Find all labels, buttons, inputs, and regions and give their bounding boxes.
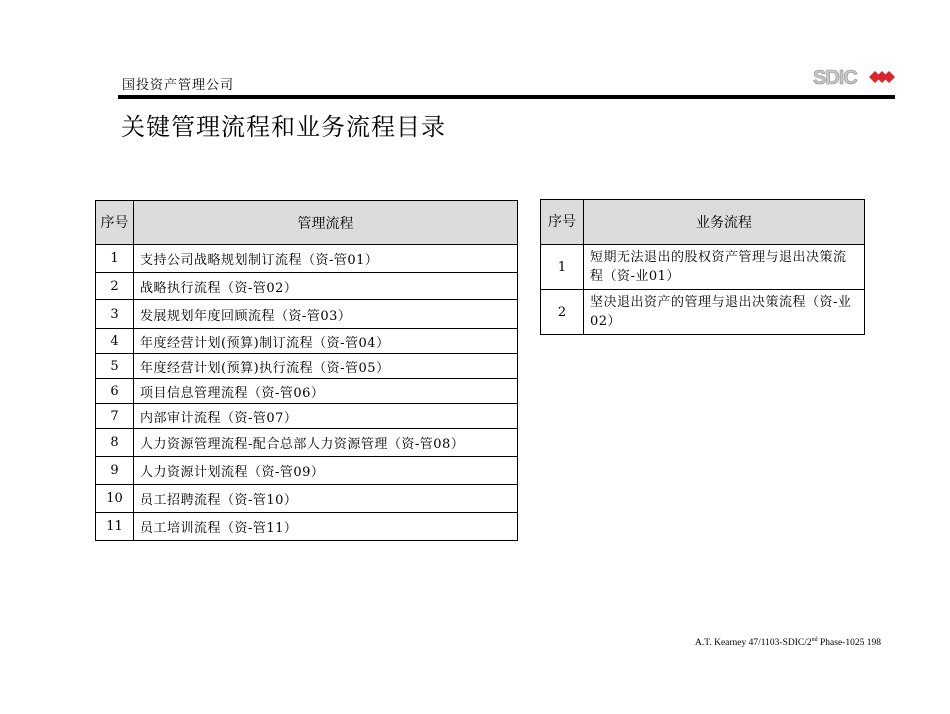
process-name: 人力资源管理流程-配合总部人力资源管理（资-管08） — [134, 429, 518, 457]
row-number: 2 — [96, 273, 134, 300]
row-number: 1 — [96, 245, 134, 273]
row-number: 1 — [541, 245, 584, 290]
column-header-process: 业务流程 — [584, 200, 865, 245]
row-number: 7 — [96, 404, 134, 429]
table-row — [96, 354, 518, 379]
process-name: 短期无法退出的股权资产管理与退出决策流程（资-业01） — [584, 245, 865, 290]
process-name: 内部审计流程（资-管07） — [134, 404, 518, 429]
table-header-row — [96, 201, 518, 245]
table-row — [96, 513, 518, 541]
row-number: 4 — [96, 329, 134, 354]
row-number: 10 — [96, 485, 134, 513]
row-number: 8 — [96, 429, 134, 457]
svg-text:SDIC: SDIC — [813, 67, 857, 88]
column-header-number: 序号 — [541, 200, 584, 245]
management-process-table — [95, 200, 518, 541]
process-name: 年度经营计划(预算)制订流程（资-管04） — [134, 329, 518, 354]
sdic-logo — [813, 66, 897, 88]
table-row — [96, 300, 518, 329]
row-number: 6 — [96, 379, 134, 404]
table-row — [96, 329, 518, 354]
process-name: 发展规划年度回顾流程（资-管03） — [134, 300, 518, 329]
table-row — [541, 290, 865, 335]
page-title: 关键管理流程和业务流程目录 — [121, 113, 446, 141]
process-name: 年度经营计划(预算)执行流程（资-管05） — [134, 354, 518, 379]
process-name: 员工招聘流程（资-管10） — [134, 485, 518, 513]
table-row — [541, 245, 865, 290]
column-header-process: 管理流程 — [134, 201, 518, 245]
process-name: 支持公司战略规划制订流程（资-管01） — [134, 245, 518, 273]
row-number: 11 — [96, 513, 134, 541]
process-name: 坚决退出资产的管理与退出决策流程（资-业02） — [584, 290, 865, 335]
business-process-table — [540, 199, 865, 335]
row-number: 3 — [96, 300, 134, 329]
table-row — [96, 485, 518, 513]
process-name: 战略执行流程（资-管02） — [134, 273, 518, 300]
row-number: 9 — [96, 457, 134, 485]
table-row — [96, 379, 518, 404]
header-rule — [118, 95, 895, 99]
footer-reference: A.T. Kearney 47/1103-SDIC/2nd Phase-1025 198 — [695, 637, 881, 649]
company-name: 国投资产管理公司 — [122, 78, 235, 93]
table-row — [96, 273, 518, 300]
table-row — [96, 404, 518, 429]
process-name: 人力资源计划流程（资-管09） — [134, 457, 518, 485]
table-header-row — [541, 200, 865, 245]
column-header-number: 序号 — [96, 201, 134, 245]
table-row — [96, 245, 518, 273]
row-number: 5 — [96, 354, 134, 379]
table-row — [96, 457, 518, 485]
process-name: 项目信息管理流程（资-管06） — [134, 379, 518, 404]
row-number: 2 — [541, 290, 584, 335]
process-name: 员工培训流程（资-管11） — [134, 513, 518, 541]
table-row — [96, 429, 518, 457]
